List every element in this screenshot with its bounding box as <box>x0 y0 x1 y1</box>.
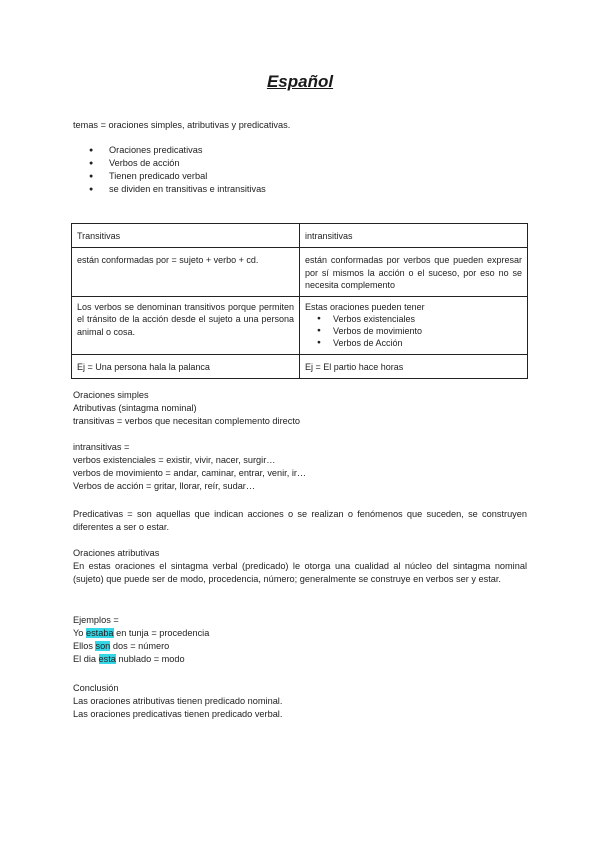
list-item: ● se dividen en transitivas e intransitivas <box>73 183 266 196</box>
text-line: verbos de movimiento = andar, caminar, entrar, venir, ir… <box>73 468 307 478</box>
example-line <box>73 627 209 640</box>
bullet-list <box>73 144 266 196</box>
table-row <box>72 248 528 297</box>
table-cell: Los verbos se denominan transitivos porque permiten el tránsito de la acción desde el sujeto a una persona animal o cosa. <box>72 296 300 354</box>
verb-types-list <box>305 313 522 349</box>
example-text: en tunja = procedencia <box>113 628 210 638</box>
text-line: Verbos de acción = gritar, llorar, reír, sudar… <box>73 481 256 491</box>
predicativas-paragraph: Predicativas = son aquellas que indican acciones o se realizan o fenómenos que suceden, se construyen diferentes a ser o estar. <box>73 509 527 532</box>
table-cell: están conformadas por verbos que pueden expresar por sí mismos la acción o el suceso, por eso no se necesita complemento <box>300 248 528 297</box>
highlighted-verb: esta <box>98 654 116 664</box>
list-item: ● Verbos de acción <box>73 157 266 170</box>
example-text: El dia <box>73 654 99 664</box>
highlighted-verb: son <box>95 641 111 651</box>
list-item: ● Verbos existenciales <box>305 313 522 325</box>
table-cell-intro: Estas oraciones pueden tener <box>305 301 425 312</box>
section-heading: Oraciones atributivas <box>73 548 160 558</box>
section-heading: Oraciones simples <box>73 390 149 400</box>
list-item: ● Tienen predicado verbal <box>73 170 266 183</box>
page-title: Español <box>266 72 334 91</box>
section-heading: intransitivas = <box>73 442 130 452</box>
table-row <box>72 354 528 378</box>
example-line <box>73 653 185 666</box>
table-cell: Ej = El partio hace horas <box>300 354 528 378</box>
table-header-intransitivas: intransitivas <box>300 224 528 248</box>
table-cell: están conformadas por = sujeto + verbo + cd. <box>72 248 300 297</box>
highlighted-verb: estaba <box>85 628 114 638</box>
temas-line: temas = oraciones simples, atributivas y predicativas. <box>73 120 291 130</box>
list-item: ● Oraciones predicativas <box>73 144 266 157</box>
table-cell <box>300 296 528 354</box>
table-header-transitivas: Transitivas <box>72 224 300 248</box>
text-line: Atributivas (sintagma nominal) <box>73 403 197 413</box>
table-cell: Ej = Una persona hala la palanca <box>72 354 300 378</box>
example-text: Ellos <box>73 641 96 651</box>
list-item: ● Verbos de movimiento <box>305 325 522 337</box>
example-text: dos = número <box>110 641 170 651</box>
text-line: verbos existenciales = existir, vivir, nacer, surgir… <box>73 455 276 465</box>
example-text: Yo <box>73 628 86 638</box>
list-item: ● Verbos de Acción <box>305 337 522 349</box>
text-line: Las oraciones atributivas tienen predicado nominal. <box>73 696 283 706</box>
atributivas-paragraph: En estas oraciones el sintagma verbal (predicado) le otorga una cualidad al núcleo del sintagma nominal (sujeto) que puede ser de modo, procedencia, número; generalmente se construye en verbos ser y estar. <box>73 561 527 584</box>
example-line <box>73 640 169 653</box>
text-line: transitivas = verbos que necesitan complemento directo <box>73 416 301 426</box>
table-row <box>72 296 528 354</box>
section-heading: Conclusión <box>73 683 119 693</box>
example-text: nublado = modo <box>115 654 185 664</box>
comparison-table <box>71 223 528 379</box>
section-heading: Ejemplos = <box>73 615 119 625</box>
text-line: Las oraciones predicativas tienen predicado verbal. <box>73 709 283 719</box>
table-row <box>72 224 528 248</box>
